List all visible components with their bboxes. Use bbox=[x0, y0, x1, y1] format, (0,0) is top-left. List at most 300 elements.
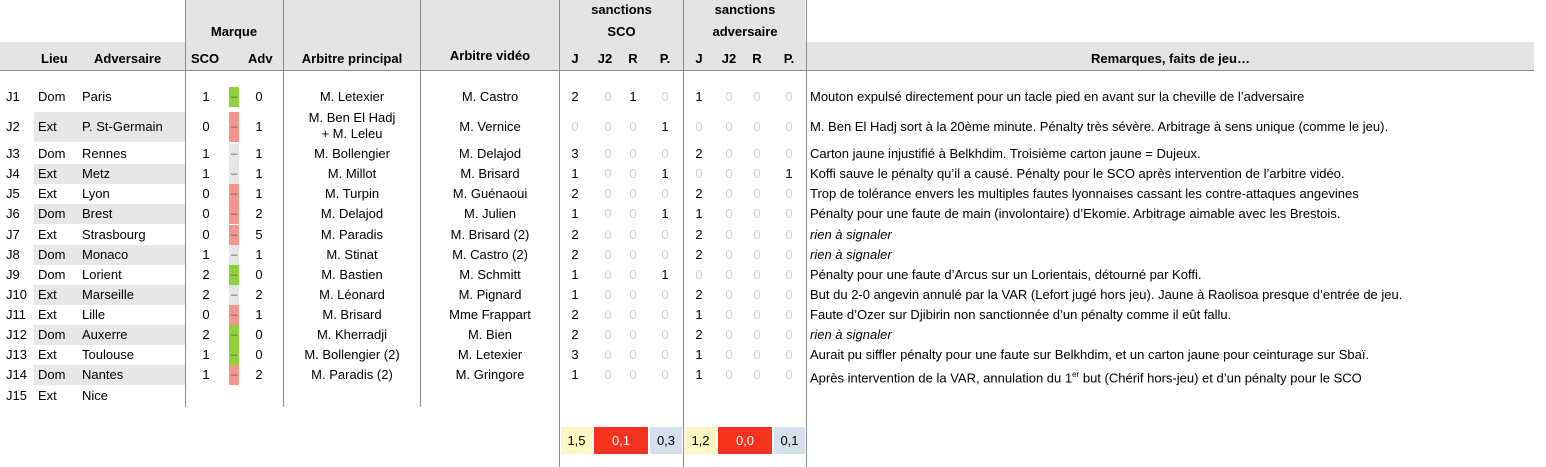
adv-sanction: 1 bbox=[695, 367, 703, 382]
venue: Dom bbox=[38, 367, 66, 382]
remark: rien à signaler bbox=[810, 227, 892, 242]
referee: M. Turpin bbox=[324, 186, 380, 201]
sco-sanction: 0 bbox=[629, 206, 637, 221]
score-adv: 2 bbox=[255, 367, 263, 382]
venue: Ext bbox=[38, 227, 57, 242]
score-adv: 1 bbox=[255, 307, 263, 322]
result-marker bbox=[229, 87, 239, 107]
adv-sanction: 0 bbox=[785, 119, 793, 134]
sco-sanction: 0 bbox=[604, 227, 612, 242]
sco-sanction: 0 bbox=[629, 267, 637, 282]
match-day: J7 bbox=[6, 227, 20, 242]
sco-sanction: 0 bbox=[661, 347, 669, 362]
sco-sanction: 0 bbox=[604, 89, 612, 104]
adv-sanction: 0 bbox=[785, 89, 793, 104]
sco-sanction: 1 bbox=[661, 267, 669, 282]
score-sco: 1 bbox=[202, 89, 210, 104]
sco-sanction: 0 bbox=[629, 327, 637, 342]
adv-sanction: 0 bbox=[753, 186, 761, 201]
video-referee: Mme Frappart bbox=[449, 307, 531, 322]
result-marker bbox=[229, 265, 239, 285]
referee: M. Bollengier (2) bbox=[304, 347, 400, 362]
sum-sco-red: 0,1 bbox=[594, 427, 648, 454]
sco-sanction: 0 bbox=[661, 287, 669, 302]
result-dash: – bbox=[230, 121, 238, 133]
adv-sanction: 1 bbox=[695, 206, 703, 221]
score-adv: 0 bbox=[255, 267, 263, 282]
adv-sanction: 0 bbox=[785, 186, 793, 201]
adv-sanction: 0 bbox=[753, 367, 761, 382]
venue: Ext bbox=[38, 347, 57, 362]
score-adv: 2 bbox=[255, 287, 263, 302]
table-row bbox=[0, 265, 1546, 285]
score-adv: 5 bbox=[255, 227, 263, 242]
remark-superscript: er bbox=[1072, 370, 1080, 379]
result-dash: – bbox=[230, 369, 238, 381]
result-dash: – bbox=[230, 208, 238, 220]
adv-sanction: 0 bbox=[725, 166, 733, 181]
remark bbox=[810, 365, 1362, 388]
opponent: Nantes bbox=[82, 367, 124, 382]
score-sco: 1 bbox=[202, 347, 210, 362]
result-dash: – bbox=[230, 91, 238, 103]
opponent: Metz bbox=[82, 166, 111, 181]
score-sco: 1 bbox=[202, 367, 210, 382]
adv-sanction: 0 bbox=[785, 227, 793, 242]
adv-sanction: 0 bbox=[725, 119, 733, 134]
result-marker bbox=[229, 204, 239, 224]
sco-sanction: 0 bbox=[604, 166, 612, 181]
header-sco-j: J bbox=[571, 51, 579, 66]
adv-sanction: 0 bbox=[753, 89, 761, 104]
remark: rien à signaler bbox=[810, 247, 892, 262]
sco-sanction: 0 bbox=[629, 186, 637, 201]
adv-sanction: 0 bbox=[725, 186, 733, 201]
sum-adv-p: 0,1 bbox=[774, 427, 805, 454]
sco-sanction: 0 bbox=[604, 367, 612, 382]
sco-sanction: 2 bbox=[571, 327, 579, 342]
adv-sanction: 0 bbox=[753, 119, 761, 134]
match-day: J5 bbox=[6, 186, 20, 201]
opponent: Rennes bbox=[82, 146, 127, 161]
header-sanctions-sco-line1: sanctions bbox=[591, 2, 652, 17]
score-sco: 0 bbox=[202, 119, 210, 134]
sco-sanction: 2 bbox=[571, 307, 579, 322]
remark: rien à signaler bbox=[810, 327, 892, 342]
sco-sanction: 0 bbox=[604, 146, 612, 161]
result-dash: – bbox=[230, 349, 238, 361]
adv-sanction: 0 bbox=[725, 206, 733, 221]
sco-sanction: 1 bbox=[661, 119, 669, 134]
sco-sanction: 1 bbox=[661, 166, 669, 181]
table-row bbox=[0, 204, 1546, 224]
header-arbitre-principal: Arbitre principal bbox=[301, 51, 403, 66]
remark: Mouton expulsé directement pour un tacle pied en avant sur la cheville de l’adversaire bbox=[810, 89, 1305, 104]
result-marker bbox=[229, 112, 239, 142]
header-marque: Marque bbox=[210, 24, 258, 39]
venue: Ext bbox=[38, 307, 57, 322]
sco-sanction: 2 bbox=[571, 227, 579, 242]
sco-sanction: 0 bbox=[571, 119, 579, 134]
sco-sanction: 0 bbox=[629, 307, 637, 322]
adv-sanction: 2 bbox=[695, 247, 703, 262]
match-day: J2 bbox=[6, 119, 20, 134]
match-day: J8 bbox=[6, 247, 20, 262]
video-referee: M. Brisard (2) bbox=[450, 227, 530, 242]
table-row bbox=[0, 386, 1546, 406]
adv-sanction: 0 bbox=[725, 267, 733, 282]
sco-sanction: 1 bbox=[571, 206, 579, 221]
sco-sanction: 0 bbox=[661, 247, 669, 262]
result-marker bbox=[229, 225, 239, 245]
sum-adv-red: 0,0 bbox=[718, 427, 772, 454]
score-sco: 1 bbox=[202, 166, 210, 181]
sco-sanction: 0 bbox=[661, 89, 669, 104]
video-referee: M. Brisard bbox=[460, 166, 520, 181]
adv-sanction: 0 bbox=[753, 267, 761, 282]
venue: Dom bbox=[38, 206, 66, 221]
sco-sanction: 0 bbox=[604, 287, 612, 302]
opponent: Lille bbox=[82, 307, 106, 322]
table-row bbox=[0, 87, 1546, 107]
adv-sanction: 0 bbox=[725, 307, 733, 322]
match-day: J3 bbox=[6, 146, 20, 161]
sco-sanction: 0 bbox=[604, 186, 612, 201]
remark: Trop de tolérance envers les multiples fautes lyonnaises cassant les contre-attaques angevines bbox=[810, 186, 1359, 201]
sco-sanction: 2 bbox=[571, 247, 579, 262]
result-dash: – bbox=[230, 229, 238, 241]
referee-line1: M. Ben El Hadj bbox=[308, 110, 396, 125]
venue: Ext bbox=[38, 166, 57, 181]
result-dash: – bbox=[230, 168, 238, 180]
match-day: J14 bbox=[6, 367, 27, 382]
header-lieu: Lieu bbox=[41, 51, 68, 66]
sco-sanction: 0 bbox=[629, 347, 637, 362]
result-dash: – bbox=[230, 148, 238, 160]
match-day: J9 bbox=[6, 267, 20, 282]
sco-sanction: 1 bbox=[571, 166, 579, 181]
result-marker bbox=[229, 245, 239, 265]
match-day: J13 bbox=[6, 347, 27, 362]
opponent: Paris bbox=[82, 89, 112, 104]
remark: Pénalty pour une faute d’Arcus sur un Lorientais, détourné par Koffi. bbox=[810, 267, 1202, 282]
adv-sanction: 0 bbox=[753, 307, 761, 322]
sco-sanction: 1 bbox=[661, 206, 669, 221]
adv-sanction: 0 bbox=[753, 166, 761, 181]
adv-sanction: 1 bbox=[695, 89, 703, 104]
adv-sanction: 0 bbox=[785, 146, 793, 161]
score-sco: 0 bbox=[202, 186, 210, 201]
sco-sanction: 0 bbox=[661, 227, 669, 242]
score-sco: 1 bbox=[202, 146, 210, 161]
adv-sanction: 1 bbox=[785, 166, 793, 181]
referee: M. Letexier bbox=[319, 89, 385, 104]
result-marker bbox=[229, 144, 239, 164]
sco-sanction: 0 bbox=[629, 287, 637, 302]
sco-sanction: 0 bbox=[604, 347, 612, 362]
header-adversaire: Adversaire bbox=[94, 51, 162, 66]
adv-sanction: 1 bbox=[695, 347, 703, 362]
remark: Carton jaune injustifié à Belkhdim. Troisième carton jaune = Dujeux. bbox=[810, 146, 1201, 161]
video-referee: M. Vernice bbox=[459, 119, 521, 134]
remark-part: but (Chérif hors-jeu) et d’un pénalty pour le SCO bbox=[1079, 370, 1362, 386]
score-sco: 0 bbox=[202, 206, 210, 221]
referee: M. Léonard bbox=[319, 287, 385, 302]
header-sco-r: R bbox=[628, 51, 638, 66]
header-sco: SCO bbox=[191, 51, 220, 66]
opponent: Lorient bbox=[82, 267, 122, 282]
adv-sanction: 0 bbox=[785, 247, 793, 262]
video-referee: M. Guénaoui bbox=[452, 186, 528, 201]
header-sanctions-adv-line2: adversaire bbox=[712, 24, 778, 39]
sco-sanction: 0 bbox=[629, 227, 637, 242]
remark: Aurait pu siffler pénalty pour une faute sur Belkhdim, et un carton jaune pour ceinturage sur Sbaï. bbox=[810, 347, 1370, 362]
result-marker bbox=[229, 164, 239, 184]
adv-sanction: 0 bbox=[785, 206, 793, 221]
sco-sanction: 2 bbox=[571, 89, 579, 104]
adv-sanction: 0 bbox=[725, 287, 733, 302]
sco-sanction: 0 bbox=[604, 327, 612, 342]
score-sco: 0 bbox=[202, 227, 210, 242]
adv-sanction: 0 bbox=[695, 119, 703, 134]
score-sco: 0 bbox=[202, 307, 210, 322]
sco-sanction: 0 bbox=[661, 327, 669, 342]
video-referee: M. Julien bbox=[463, 206, 517, 221]
score-adv: 1 bbox=[255, 166, 263, 181]
adv-sanction: 0 bbox=[725, 367, 733, 382]
adv-sanction: 2 bbox=[695, 186, 703, 201]
venue: Ext bbox=[38, 388, 57, 403]
score-adv: 0 bbox=[255, 89, 263, 104]
sco-sanction: 1 bbox=[571, 367, 579, 382]
referee: M. Delajod bbox=[320, 206, 384, 221]
adv-sanction: 1 bbox=[695, 307, 703, 322]
remark: But du 2-0 angevin annulé par la VAR (Lefort jugé hors jeu). Jaune à Raolisoa presque d’entrée de jeu. bbox=[810, 287, 1403, 302]
adv-sanction: 0 bbox=[785, 287, 793, 302]
table-row bbox=[0, 285, 1546, 305]
adv-sanction: 0 bbox=[725, 227, 733, 242]
venue: Dom bbox=[38, 146, 66, 161]
header-arbitre-video: Arbitre vidéo bbox=[449, 48, 531, 63]
adv-sanction: 0 bbox=[785, 367, 793, 382]
adv-sanction: 0 bbox=[753, 206, 761, 221]
venue: Dom bbox=[38, 247, 66, 262]
match-day: J10 bbox=[6, 287, 27, 302]
sco-sanction: 0 bbox=[629, 247, 637, 262]
header-sco-j2: J2 bbox=[597, 51, 613, 66]
adv-sanction: 2 bbox=[695, 227, 703, 242]
result-marker bbox=[229, 325, 239, 345]
remark-part: Après intervention de la VAR, annulation du 1 bbox=[810, 370, 1073, 386]
referee: M. Bollengier bbox=[314, 146, 390, 161]
referee: M. Bastien bbox=[321, 267, 383, 282]
result-marker bbox=[229, 345, 239, 365]
remark: Pénalty pour une faute de main (involontaire) d’Ekomie. Arbitrage aimable avec les Brestois. bbox=[810, 206, 1341, 221]
table-row bbox=[0, 184, 1546, 204]
opponent: Nice bbox=[82, 388, 109, 403]
sco-sanction: 3 bbox=[571, 347, 579, 362]
score-sco: 2 bbox=[202, 287, 210, 302]
referee: M. Stinat bbox=[326, 247, 378, 262]
adv-sanction: 0 bbox=[753, 247, 761, 262]
header-adv-p: P. bbox=[783, 51, 795, 66]
sum-sco-p: 0,3 bbox=[650, 427, 682, 454]
adv-sanction: 0 bbox=[785, 307, 793, 322]
video-referee: M. Pignard bbox=[458, 287, 522, 302]
sco-sanction: 0 bbox=[604, 267, 612, 282]
header-sanctions-adv-line1: sanctions bbox=[714, 2, 776, 17]
adv-sanction: 2 bbox=[695, 146, 703, 161]
sco-sanction: 0 bbox=[629, 367, 637, 382]
adv-sanction: 0 bbox=[753, 227, 761, 242]
video-referee: M. Schmitt bbox=[459, 267, 521, 282]
sco-sanction: 1 bbox=[571, 267, 579, 282]
sco-sanction: 1 bbox=[629, 89, 637, 104]
match-day: J15 bbox=[6, 388, 27, 403]
adv-sanction: 0 bbox=[785, 347, 793, 362]
result-dash: – bbox=[230, 329, 238, 341]
header-adv-r: R bbox=[752, 51, 762, 66]
header-adv-j2: J2 bbox=[721, 51, 737, 66]
referee: M. Brisard bbox=[322, 307, 382, 322]
adv-sanction: 0 bbox=[785, 267, 793, 282]
score-adv: 0 bbox=[255, 327, 263, 342]
table-row bbox=[0, 325, 1546, 345]
referee: M. Paradis (2) bbox=[311, 367, 393, 382]
adv-sanction: 0 bbox=[725, 89, 733, 104]
opponent: Auxerre bbox=[82, 327, 128, 342]
venue: Ext bbox=[38, 287, 57, 302]
match-day: J11 bbox=[6, 307, 26, 322]
sco-sanction: 0 bbox=[604, 247, 612, 262]
venue: Dom bbox=[38, 327, 66, 342]
video-referee: M. Delajod bbox=[458, 146, 522, 161]
result-marker bbox=[229, 184, 239, 204]
remark: Faute d’Ozer sur Djibirin non sanctionnée d’un pénalty comme il eût fallu. bbox=[810, 307, 1232, 322]
sco-sanction: 0 bbox=[661, 307, 669, 322]
table-row bbox=[0, 245, 1546, 265]
video-referee: M. Bien bbox=[467, 327, 513, 342]
adv-sanction: 0 bbox=[753, 287, 761, 302]
table-row bbox=[0, 112, 1546, 142]
result-dash: – bbox=[230, 188, 238, 200]
score-adv: 2 bbox=[255, 206, 263, 221]
referee: M. Paradis bbox=[320, 227, 384, 242]
sco-sanction: 0 bbox=[629, 119, 637, 134]
video-referee: M. Castro (2) bbox=[452, 247, 528, 262]
table-row bbox=[0, 305, 1546, 325]
opponent: Monaco bbox=[82, 247, 129, 262]
sco-sanction: 0 bbox=[604, 119, 612, 134]
adv-sanction: 2 bbox=[695, 327, 703, 342]
table-row bbox=[0, 144, 1546, 164]
header-adv-j: J bbox=[695, 51, 703, 66]
sco-sanction: 3 bbox=[571, 146, 579, 161]
adv-sanction: 0 bbox=[695, 267, 703, 282]
score-adv: 1 bbox=[255, 247, 263, 262]
remark: M. Ben El Hadj sort à la 20ème minute. Pénalty très sévère. Arbitrage à sens unique (comme le jeu). bbox=[810, 119, 1389, 134]
venue: Dom bbox=[38, 89, 66, 104]
match-day: J4 bbox=[6, 166, 20, 181]
adv-sanction: 0 bbox=[695, 166, 703, 181]
header-sanctions-sco-line2: SCO bbox=[607, 24, 636, 39]
result-dash: – bbox=[230, 269, 238, 281]
opponent: Toulouse bbox=[82, 347, 135, 362]
sco-sanction: 0 bbox=[661, 367, 669, 382]
score-sco: 1 bbox=[202, 247, 210, 262]
result-marker bbox=[229, 365, 239, 385]
sum-sco-j: 1,5 bbox=[561, 427, 592, 454]
result-marker bbox=[229, 285, 239, 305]
adv-sanction: 0 bbox=[725, 146, 733, 161]
adv-sanction: 0 bbox=[753, 347, 761, 362]
sco-sanction: 0 bbox=[661, 146, 669, 161]
score-adv: 1 bbox=[255, 146, 263, 161]
match-day: J1 bbox=[6, 89, 20, 104]
sco-sanction: 2 bbox=[571, 186, 579, 201]
table-row bbox=[0, 225, 1546, 245]
score-adv: 1 bbox=[255, 119, 263, 134]
adv-sanction: 2 bbox=[695, 287, 703, 302]
sco-sanction: 0 bbox=[629, 146, 637, 161]
adv-sanction: 0 bbox=[753, 146, 761, 161]
result-dash: – bbox=[230, 289, 238, 301]
result-marker bbox=[229, 305, 239, 325]
venue: Ext bbox=[38, 186, 57, 201]
header-remarques: Remarques, faits de jeu… bbox=[1091, 51, 1250, 66]
opponent: P. St-Germain bbox=[82, 119, 163, 134]
score-adv: 1 bbox=[255, 186, 263, 201]
venue: Dom bbox=[38, 267, 66, 282]
match-day: J6 bbox=[6, 206, 20, 221]
opponent: Marseille bbox=[82, 287, 135, 302]
sco-sanction: 1 bbox=[571, 287, 579, 302]
score-adv: 0 bbox=[255, 347, 263, 362]
adv-sanction: 0 bbox=[725, 247, 733, 262]
venue: Ext bbox=[38, 119, 57, 134]
referee: M. Millot bbox=[327, 166, 377, 181]
sco-sanction: 0 bbox=[661, 186, 669, 201]
remark: Koffi sauve le pénalty qu’il a causé. Pénalty pour le SCO après intervention de l’arbitre vidéo. bbox=[810, 166, 1345, 181]
adv-sanction: 0 bbox=[753, 327, 761, 342]
sco-sanction: 0 bbox=[604, 206, 612, 221]
score-sco: 2 bbox=[202, 327, 210, 342]
referee-line2: + M. Leleu bbox=[321, 126, 383, 141]
table-row bbox=[0, 164, 1546, 184]
opponent: Strasbourg bbox=[82, 227, 146, 242]
opponent: Brest bbox=[82, 206, 113, 221]
video-referee: M. Letexier bbox=[457, 347, 523, 362]
sum-adv-j: 1,2 bbox=[685, 427, 716, 454]
table-row bbox=[0, 345, 1546, 365]
sco-sanction: 0 bbox=[604, 307, 612, 322]
adv-sanction: 0 bbox=[725, 327, 733, 342]
header-adv: Adv bbox=[248, 51, 273, 66]
match-day: J12 bbox=[6, 327, 27, 342]
sco-sanction: 0 bbox=[629, 166, 637, 181]
table-row bbox=[0, 365, 1546, 385]
video-referee: M. Gringore bbox=[455, 367, 525, 382]
referee: M. Kherradji bbox=[316, 327, 388, 342]
result-dash: – bbox=[230, 249, 238, 261]
adv-sanction: 0 bbox=[725, 347, 733, 362]
result-dash: – bbox=[230, 309, 238, 321]
opponent: Lyon bbox=[82, 186, 110, 201]
header-sco-p: P. bbox=[659, 51, 671, 66]
video-referee: M. Castro bbox=[461, 89, 519, 104]
score-sco: 2 bbox=[202, 267, 210, 282]
adv-sanction: 0 bbox=[785, 327, 793, 342]
